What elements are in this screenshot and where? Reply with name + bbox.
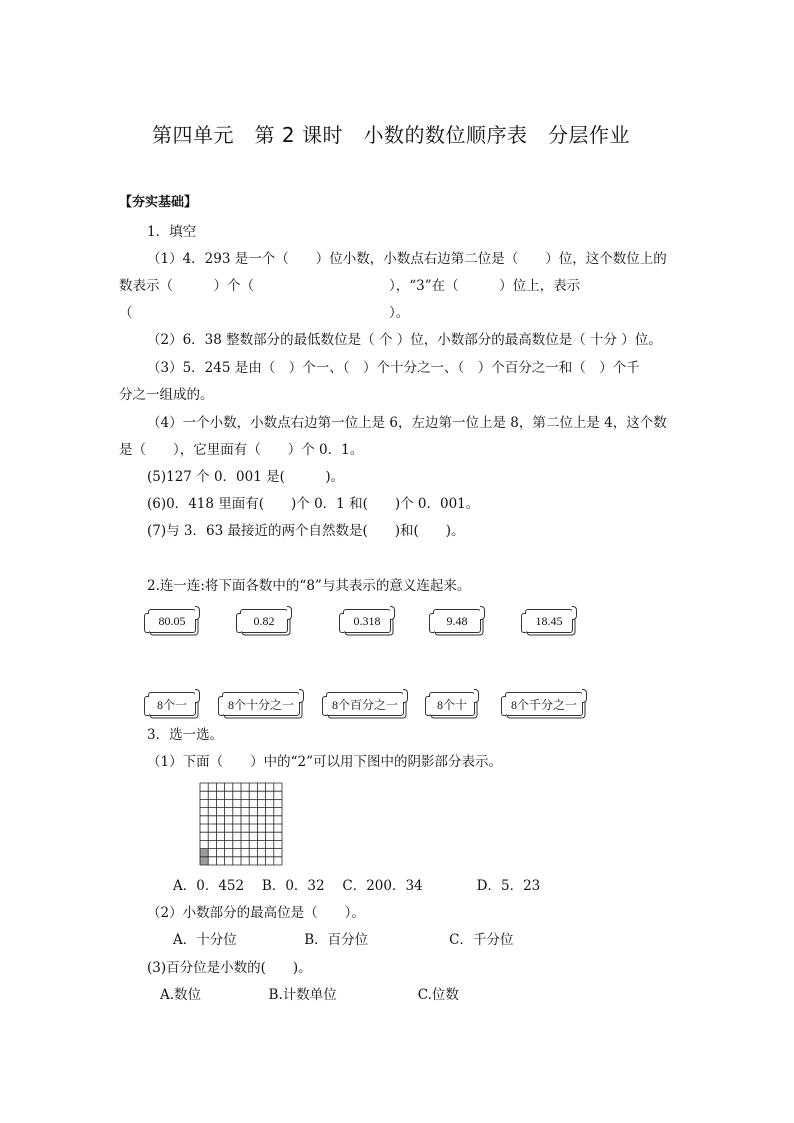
meaning-scroll-card: 8个千分之一 xyxy=(505,692,583,716)
q3-sub3-stem: (3)百分位是小数的( )。 xyxy=(147,960,312,976)
q1-heading: 1．填空 xyxy=(147,224,197,240)
meaning-scroll-card: 8个一 xyxy=(148,692,196,716)
number-scroll-card: 9.48 xyxy=(433,609,481,633)
q1-part6: (6)0．418 里面有( )个 0．1 和( )个 0．001。 xyxy=(147,496,480,512)
q3-sub3-options: A.数位 B.计数单位 C.位数 xyxy=(160,987,459,1003)
hundred-grid-figure xyxy=(199,782,283,866)
shaded-cell xyxy=(200,849,208,857)
number-scroll-card: 0.318 xyxy=(343,609,391,633)
q1-part7: (7)与 3．63 最接近的两个自然数是( )和( )。 xyxy=(147,523,465,539)
q3-sub1-stem: （1）下面（ ）中的“2”可以用下图中的阴影部分表示。 xyxy=(147,754,502,770)
q1-part3-line2: 分之一组成的。 xyxy=(119,387,214,403)
q3-sub2-options: A．十分位 B．百分位 C．千分位 xyxy=(173,932,514,948)
q1-part2: （2）6．38 整数部分的最低数位是（ 个 ）位，小数部分的最高数位是（ 十分 ）位。 xyxy=(147,332,662,348)
q1-part3-line1: （3）5．245 是由（ ）个一、（ ）个十分之一、（ ）个百分之一和（ ）个千 xyxy=(147,360,640,376)
number-scroll-card: 80.05 xyxy=(148,609,196,633)
q1-part1-line2: 数表示（ ）个（ ），“3”在（ ）位上，表示 xyxy=(119,278,581,294)
q1-part1-line1: （1）4．293 是一个（ ）位小数，小数点右边第二位是（ ）位，这个数位上的 xyxy=(147,251,667,267)
q3-heading: 3．选一选。 xyxy=(147,727,224,743)
shaded-cell xyxy=(200,857,208,865)
meaning-scroll-card: 8个十 xyxy=(429,692,475,716)
q1-part4-line2: 是（ ），它里面有（ ）个 0．1。 xyxy=(119,442,364,458)
section-heading: 【夯实基础】 xyxy=(119,195,198,210)
q1-part5: (5)127 个 0．001 是( )。 xyxy=(147,469,345,485)
number-scroll-card: 0.82 xyxy=(240,609,288,633)
meaning-scroll-card: 8个十分之一 xyxy=(222,692,300,716)
q3-sub1-options: A．0．452 B．0．32 C．200．34 D．5．23 xyxy=(173,878,541,894)
q1-part1-line3: （ ）。 xyxy=(119,305,410,321)
q3-sub2-stem: （2）小数部分的最高位是（ ）。 xyxy=(147,905,365,921)
q1-part4-line1: （4）一个小数，小数点右边第一位上是 6，左边第一位上是 8，第二位上是 4，这个数 xyxy=(147,415,667,431)
q2-heading: 2.连一连:将下面各数中的“8”与其表示的意义连起来。 xyxy=(147,578,471,594)
number-scroll-card: 18.45 xyxy=(525,609,573,633)
page-title: 第四单元 第 2 课时 小数的数位顺序表 分层作业 xyxy=(152,123,630,147)
meaning-scroll-card: 8个百分之一 xyxy=(326,692,404,716)
